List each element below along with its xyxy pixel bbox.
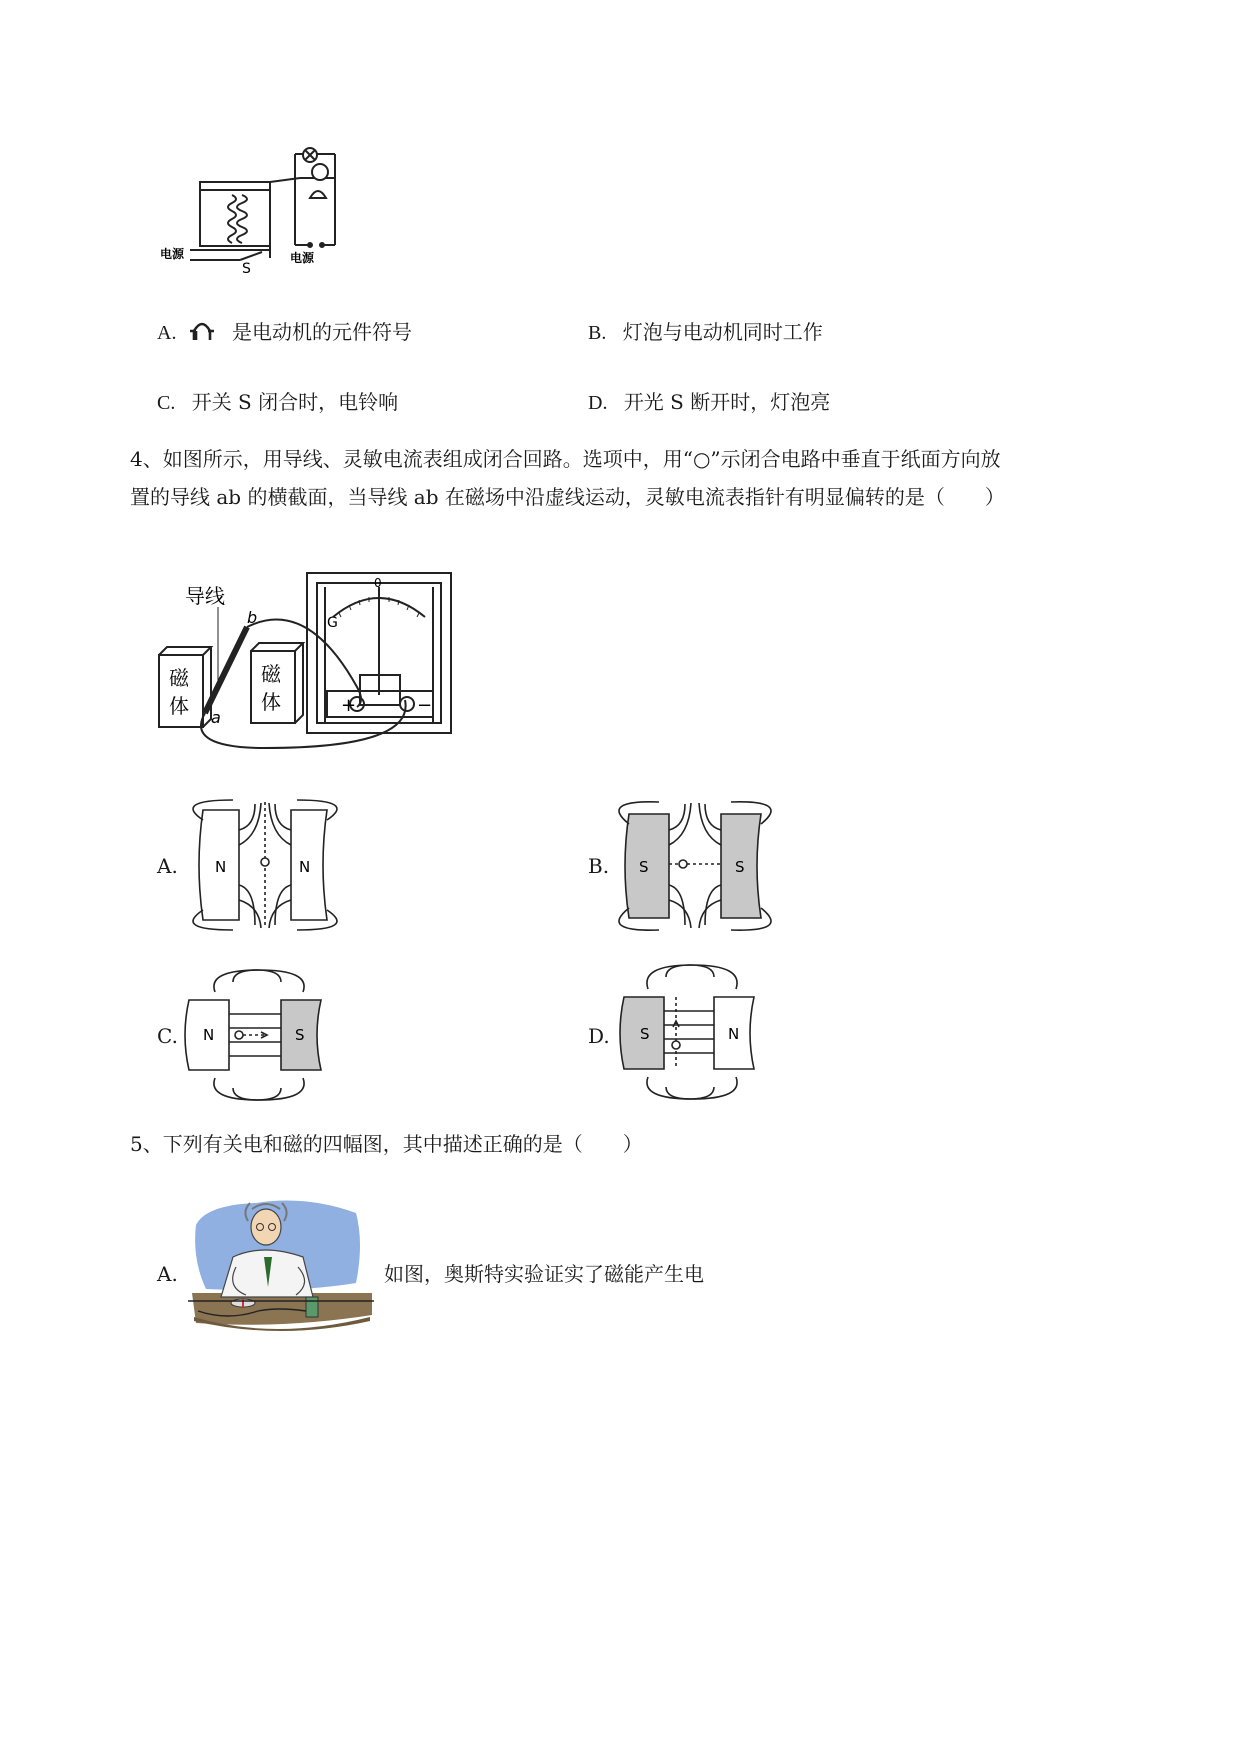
option-b-letter: B. [588,854,610,878]
galvanometer-apparatus-figure [155,565,465,745]
wire-label: 导线 [185,584,225,608]
option-d [588,388,830,417]
option-d-letter: D. [588,1024,610,1048]
magnet-field-figure-c [185,970,330,1100]
magnet-char: 磁 [261,662,281,686]
magnet-char: 磁 [169,666,189,690]
minus-terminal: − [417,695,433,716]
magnet-field-figure-d [618,965,763,1100]
meter-zero: 0 [374,576,382,590]
option-b-text: 灯泡与电动机同时工作 [622,320,823,344]
bell-symbol-icon [187,318,217,344]
option-c [157,388,398,417]
option-c-letter: C. [157,1024,178,1048]
option-letter: D. [588,392,608,414]
pole-label: S [640,1025,650,1043]
option-a-letter: A. [157,1262,178,1286]
stem-line: 置的导线 ab 的横截面，当导线 ab 在磁场中沿虚线运动，灵敏电流表指针有明显偏转的是（ ） [130,485,1005,509]
option-a [157,318,176,347]
option-letter: C. [157,392,176,414]
pole-label: S [639,858,649,876]
stem-line: 4、如图所示，用导线、灵敏电流表组成闭合回路。选项中，用“○”示闭合电路中垂直于纸面方向放 [130,447,1001,471]
option-letter: A. [157,322,177,344]
pole-label: S [735,858,745,876]
option-a-text: 是电动机的元件符号 [232,320,412,344]
plus-terminal: + [341,695,357,716]
question-5-stem: 5、下列有关电和磁的四幅图，其中描述正确的是（ ） [130,1132,643,1156]
end-label-b: b [247,608,258,627]
option-a-letter: A. [157,854,178,878]
pole-label: N [299,858,311,876]
option-letter: B. [588,322,607,344]
option-d-text: 开光 S 断开时，灯泡亮 [623,390,831,414]
magnet-char: 体 [261,690,281,714]
pole-label: S [295,1026,305,1044]
magnet-field-figure-b [615,800,775,930]
meter-g: G [327,615,338,631]
power-source-label: 电源 [160,247,185,261]
magnet-field-figure-a [185,800,345,930]
end-label-a: a [211,708,221,727]
option-a-text: 如图，奥斯特实验证实了磁能产生电 [384,1262,704,1286]
magnet-char: 体 [169,694,189,718]
power-source-label: 电源 [290,251,315,265]
relay-circuit-figure [160,140,420,280]
option-b [588,318,823,347]
switch-label: S [242,261,251,277]
pole-label: N [728,1025,740,1043]
option-c-text: 开关 S 闭合时，电铃响 [191,390,399,414]
pole-label: N [203,1026,215,1044]
question-4-stem [130,440,1110,516]
oersted-experiment-illustration [188,1195,378,1340]
pole-label: N [215,858,227,876]
